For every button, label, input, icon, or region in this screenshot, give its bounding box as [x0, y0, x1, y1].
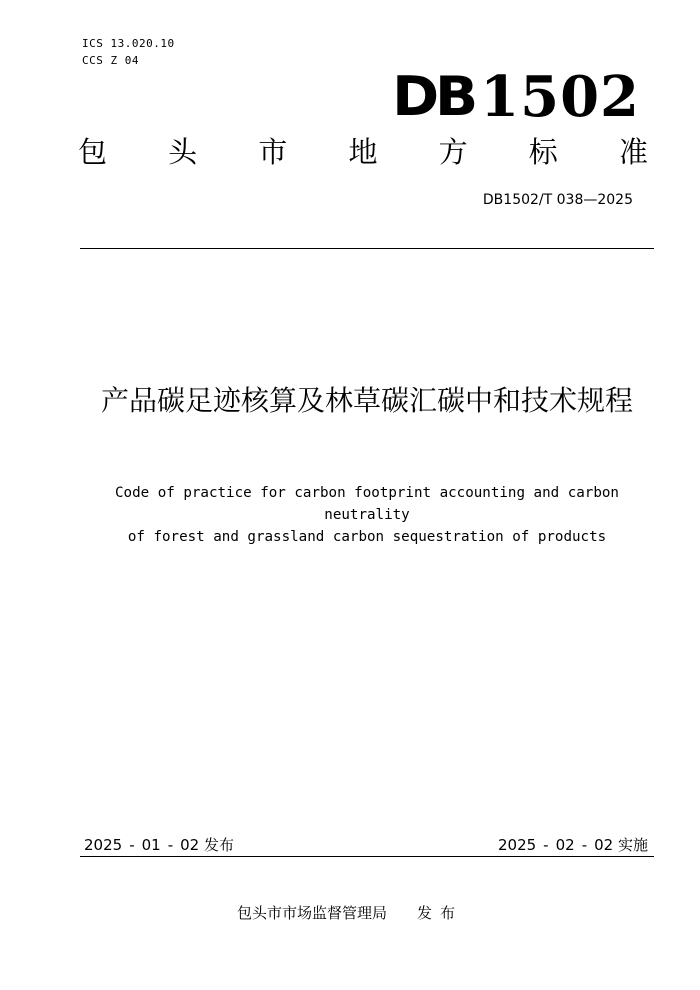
bottom-divider [80, 856, 654, 857]
implement-day: 02 [594, 836, 614, 854]
db-logo-prefix: DB [392, 65, 475, 128]
title-english [70, 482, 664, 548]
implement-month: 02 [555, 836, 575, 854]
standard-type-heading [78, 132, 648, 172]
standard-type-char: 标 [528, 135, 558, 169]
date-separator: - [129, 836, 135, 854]
standard-type-char: 方 [438, 135, 468, 169]
implement-year: 2025 [497, 836, 537, 854]
publish-day: 02 [180, 836, 200, 854]
implement-label: 实施 [617, 836, 648, 854]
date-separator: - [543, 836, 549, 854]
issuer-action: 发布 [417, 904, 464, 922]
ics-code: ICS 13.020.10 [82, 37, 175, 50]
db-logo [392, 64, 640, 130]
publish-date [84, 834, 234, 855]
issuer [0, 902, 700, 923]
issuer-name: 包头市市场监督管理局 [236, 904, 387, 922]
top-divider [80, 248, 654, 249]
db-logo-code: 1502 [480, 64, 640, 130]
standard-number: DB1502/T 038—2025 [482, 192, 633, 208]
title-chinese: 产品碳足迹核算及林草碳汇碳中和技术规程 [100, 384, 633, 417]
standard-type-char: 头 [168, 135, 198, 169]
standard-type-char: 准 [618, 135, 648, 169]
standard-type-char: 市 [258, 135, 288, 169]
date-separator: - [167, 836, 174, 854]
implement-date [498, 834, 648, 855]
publish-month: 01 [141, 836, 161, 854]
date-separator: - [581, 836, 588, 854]
title-english-line: Code of practice for carbon footprint accounting and carbon neutrality [115, 485, 619, 523]
ccs-code: CCS Z 04 [82, 54, 139, 67]
standard-type-char: 包 [78, 135, 108, 169]
publish-label: 发布 [204, 836, 235, 854]
publish-year: 2025 [84, 836, 123, 854]
title-english-line: of forest and grassland carbon sequestration of products [127, 529, 607, 545]
standard-type-char: 地 [348, 135, 378, 169]
